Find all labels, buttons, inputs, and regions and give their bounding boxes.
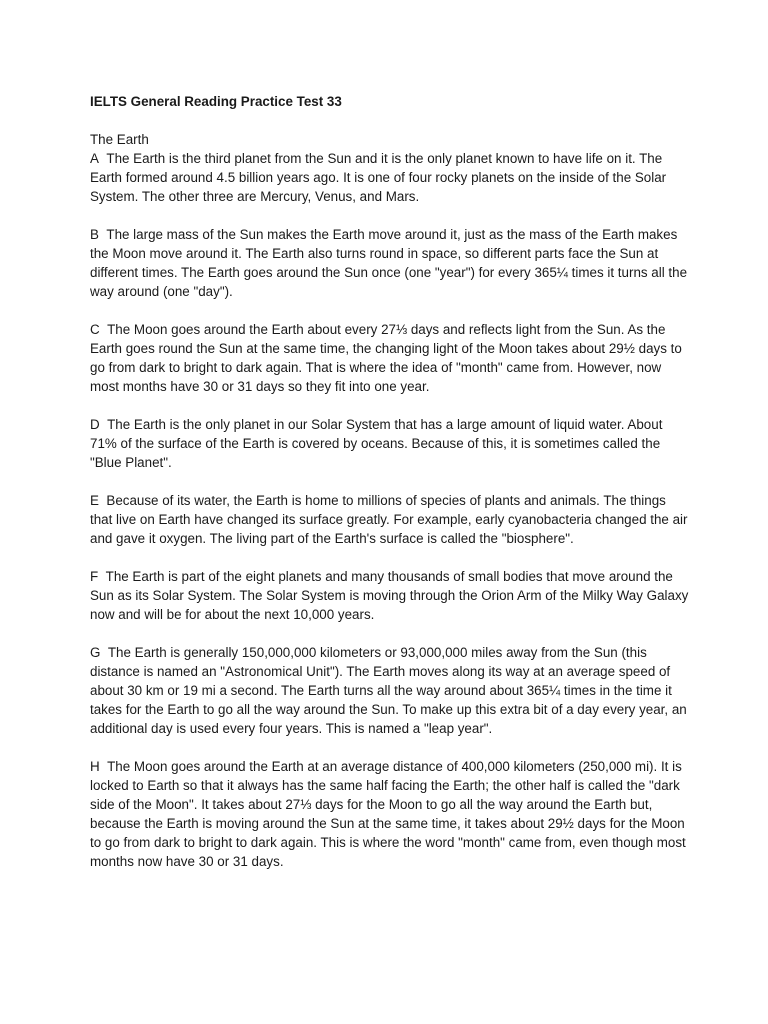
paragraph-text: The Earth is generally 150,000,000 kilometers or 93,000,000 miles away from the Sun (this distance is named an "Astronomical Unit"). The Earth moves along its way at an average speed of about 30 km or 19 mi a second. The Earth turns all the way around about 365¼ times in the time it takes for the Earth to go all the way around the Sun. To make up this extra bit of a day every year, an additional day is used every four years. This is named a "leap year". bbox=[90, 645, 687, 736]
paragraph-text: The Earth is the third planet from the Sun and it is the only planet known to have life on it. The Earth formed around 4.5 billion years ago. It is one of four rocky planets on the inside of the Solar System. The other three are Mercury, Venus, and Mars. bbox=[90, 151, 667, 204]
document-title: IELTS General Reading Practice Test 33 bbox=[90, 94, 342, 109]
paragraph-a bbox=[90, 149, 690, 206]
section-title: The Earth bbox=[90, 132, 149, 147]
paragraph-c bbox=[90, 320, 690, 396]
document-page bbox=[90, 92, 690, 871]
paragraph-text: The Moon goes around the Earth at an average distance of 400,000 kilometers (250,000 mi). It is locked to Earth so that it always has the same half facing the Earth; the other half is called the "dark side of the Moon". It takes about 27⅓ days for the Moon to go all the way around the Earth but, because the Earth is moving around the Sun at the same time, it takes about 29½ days for the Moon to go from dark to bright to dark again. This is where the word "month" came from, even though most months now have 30 or 31 days. bbox=[90, 759, 686, 869]
paragraph-text: The Earth is part of the eight planets and many thousands of small bodies that move around the Sun as its Solar System. The Solar System is moving through the Orion Arm of the Milky Way Galaxy now and will be for about the next 10,000 years. bbox=[90, 569, 689, 622]
paragraph-f bbox=[90, 567, 690, 624]
paragraph-h bbox=[90, 757, 690, 871]
paragraph-b bbox=[90, 225, 690, 301]
paragraph-text: Because of its water, the Earth is home to millions of species of plants and animals. The things that live on Earth have changed its surface greatly. For example, early cyanobacteria changed the air and gave it oxygen. The living part of the Earth's surface is called the "biosphere". bbox=[90, 493, 688, 546]
paragraph-letter: A bbox=[90, 151, 99, 166]
paragraph-text: The Moon goes around the Earth about every 27⅓ days and reflects light from the Sun. As the Earth goes round the Sun at the same time, the changing light of the Moon takes about 29½ days to go from dark to bright to dark again. That is where the idea of "month" came from. However, now most months have 30 or 31 days so they fit into one year. bbox=[90, 322, 682, 394]
paragraph-letter: B bbox=[90, 227, 99, 242]
paragraph-text: The Earth is the only planet in our Solar System that has a large amount of liquid water. About 71% of the surface of the Earth is covered by oceans. Because of this, it is sometimes called the "Blue Planet". bbox=[90, 417, 663, 470]
paragraph-letter: G bbox=[90, 645, 101, 660]
paragraph-g bbox=[90, 643, 690, 738]
paragraph-letter: D bbox=[90, 417, 100, 432]
paragraph-letter: F bbox=[90, 569, 99, 584]
paragraph-text: The large mass of the Sun makes the Earth move around it, just as the mass of the Earth makes the Moon move around it. The Earth also turns round in space, so different parts face the Sun at different times. The Earth goes around the Sun once (one "year") for every 365¼ times it turns all the way around (one "day"). bbox=[90, 227, 688, 299]
paragraph-d bbox=[90, 415, 690, 472]
paragraph-e bbox=[90, 491, 690, 548]
paragraph-letter: C bbox=[90, 322, 100, 337]
paragraph-letter: E bbox=[90, 493, 99, 508]
paragraph-letter: H bbox=[90, 759, 100, 774]
